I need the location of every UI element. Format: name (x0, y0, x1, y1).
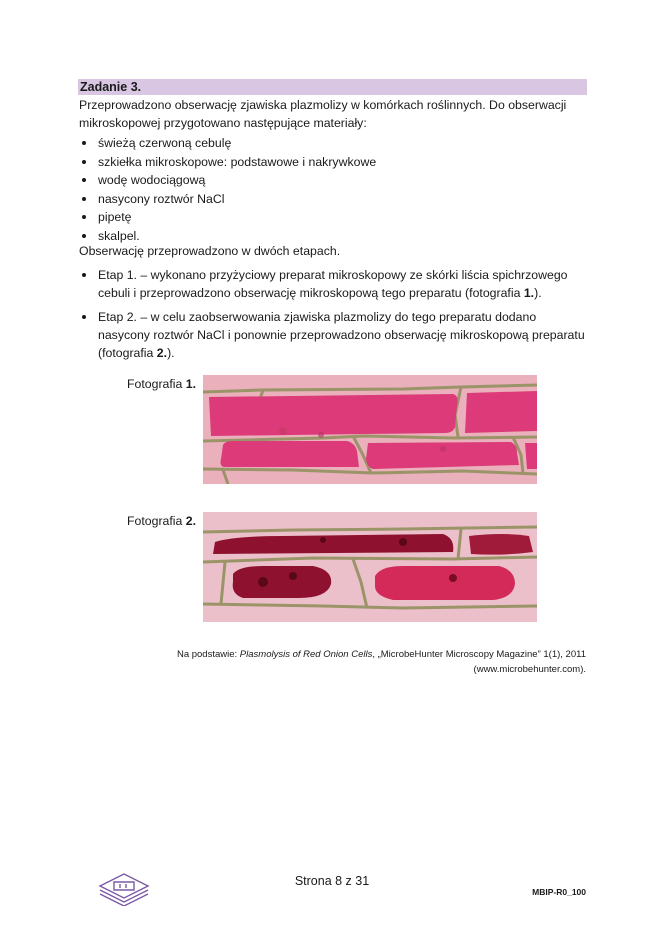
bullet-icon (82, 178, 86, 182)
materials-list-item: wodę wodociągową (79, 171, 589, 190)
photo-1-onion-cells (203, 375, 537, 484)
bullet-icon (82, 197, 86, 201)
materials-list (79, 134, 589, 245)
bullet-icon (82, 141, 86, 145)
page-number: Strona 8 z 31 (294, 874, 370, 888)
materials-list-item: skalpel. (79, 227, 589, 246)
bullet-icon (82, 315, 86, 319)
task-title: Zadanie 3. (80, 80, 142, 94)
materials-list-item: nasycony roztwór NaCl (79, 190, 589, 209)
source-url: (www.microbehunter.com). (473, 664, 586, 675)
materials-list-item: świeżą czerwoną cebulę (79, 134, 589, 153)
stage-item-1: Etap 1. – wykonano przyżyciowy preparat mikroskopowy ze skórki liścia spichrzowego cebuli i przeprowadzono obserwację mikroskopową tego preparatu (fotografia 1.). (79, 266, 591, 302)
stages-intro: Obserwację przeprowadzono w dwóch etapach. (79, 244, 341, 258)
photo-2-label: Fotografia 2. (127, 514, 197, 528)
bullet-icon (82, 215, 86, 219)
task-header-bar (78, 79, 587, 95)
stage-item-2: Etap 2. – w celu zaobserwowania zjawiska plazmolizy do tego preparatu dodano nasycony roztwór NaCl i ponownie przeprowadzono obserwację mikroskopową preparatu (fotografia 2.). (79, 308, 591, 362)
source-citation: Na podstawie: Plasmolysis of Red Onion Cells, „MicrobeHunter Microscopy Magazine” 1(1), 2011 (176, 649, 586, 660)
stages-list (79, 266, 591, 368)
exam-code: MBIP-R0_100 (532, 887, 586, 897)
bullet-icon (82, 160, 86, 164)
bullet-icon (82, 273, 86, 277)
materials-list-item: szkiełka mikroskopowe: podstawowe i nakrywkowe (79, 153, 589, 172)
photo-1-label: Fotografia 1. (127, 377, 197, 391)
bullet-icon (82, 234, 86, 238)
materials-list-item: pipetę (79, 208, 589, 227)
intro-paragraph: Przeprowadzono obserwację zjawiska plazmolizy w komórkach roślinnych. Do obserwacji mikroskopowej przygotowano następujące materiały: (79, 98, 567, 130)
photo-2-plasmolysed-cells (203, 512, 537, 622)
